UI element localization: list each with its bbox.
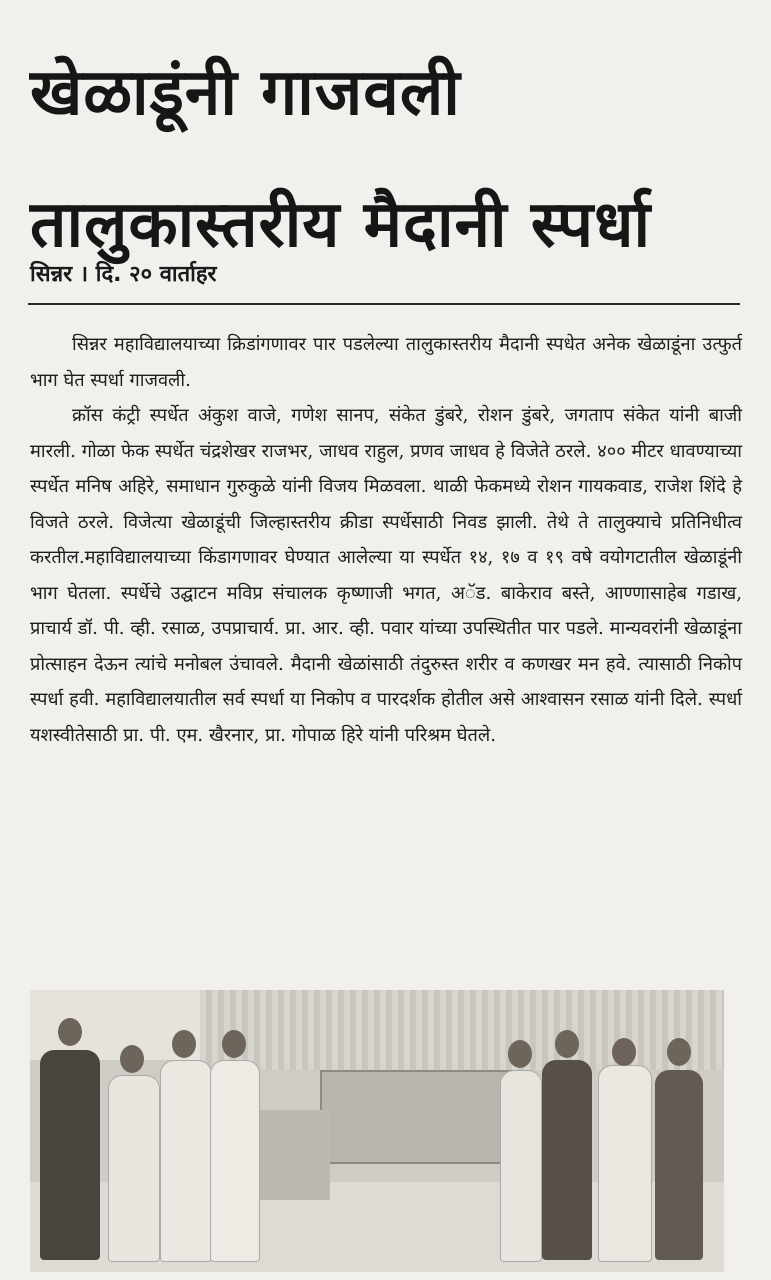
photo-person-head [222, 1030, 246, 1058]
photo-person-head [667, 1038, 691, 1066]
photo-person-head [172, 1030, 196, 1058]
article-body [30, 327, 742, 753]
photo-person-head [508, 1040, 532, 1068]
photo-person [542, 1060, 592, 1260]
paragraph-1: सिन्नर महाविद्यालयाच्या क्रिडांगणावर पार पडलेल्या तालुकास्तरीय मैदानी स्पधेत अनेक खेळाडूंना उत्फुर्त भाग घेत स्पर्धा गाजवली. [30, 334, 742, 391]
event-photo [30, 990, 724, 1272]
dateline: सिन्नर । दि. २० वार्ताहर [30, 262, 217, 287]
photo-person [210, 1060, 260, 1262]
photo-person-head [120, 1045, 144, 1073]
photo-person [160, 1060, 212, 1262]
headline [30, 56, 750, 263]
paragraph-2: क्रॉस कंट्री स्पर्धेत अंकुश वाजे, गणेश सानप, संकेत डुंबरे, रोशन डुंबरे, जगताप संकेत यांनी बाजी मारली. गोळा फेक स्पर्धेत चंद्रशेखर राजभर, जाधव राहुल, प्रणव जाधव हे विजेते ठरले. ४०० मीटर धावण्याच्या स्पर्धेत मनिष अहिरे, समाधान गुरुकुळे यांनी विजय मिळवला. थाळी फेकमध्ये रोशन गायकवाड, राजेश शिंदे हे विजते ठरले. विजेत्या खेळाडूंची जिल्हास्तरीय क्रीडा स्पर्धेसाठी निवड झाली. तेथे ते तालुक्याचे प्रतिनिधीत्व करतील.महाविद्यालयाच्या किंडागणावर घेण्यात आलेल्या या स्पर्धेत १४, १७ व १९ वषे वयोगटातील खेळाडूंनी भाग घेतला. स्पर्धेचे उद्घाटन मविप्र संचालक कृष्णाजी भगत, अॅड. बाकेराव बस्ते, आण्णासाहेब गडाख, प्राचार्य डॉ. पी. व्ही. रसाळ, उपप्राचार्य. प्रा. आर. व्ही. पवार यांच्या उपस्थितीत पार पडले. मान्यवरांनी खेळाडूंना प्रोत्साहन देऊन त्यांचे मनोबल उंचावले. मैदानी खेळांसाठी तंदुरुस्त शरीर व कणखर मन हवे. त्यासाठी निकोप स्पर्धा हवी. महाविद्यालयातील सर्व स्पर्धा या निकोप व पारदर्शक होतील असे आश्वासन रसाळ यांनी दिले. स्पर्धा यशस्वीतेसाठी प्रा. पी. एम. खैरनार, प्रा. गोपाळ हिरे यांनी परिश्रम घेतले. [30, 405, 742, 746]
photo-banner [320, 1070, 524, 1164]
divider-rule [28, 303, 740, 305]
headline-line-1: खेळाडूंनी गाजवली [30, 56, 461, 131]
photo-person-head [612, 1038, 636, 1066]
photo-person-head [58, 1018, 82, 1046]
headline-line-2: तालुकास्तरीय मैदानी स्पर्धा [30, 188, 652, 263]
photo-person [500, 1070, 542, 1262]
photo-person [598, 1065, 652, 1262]
photo-person [655, 1070, 703, 1260]
photo-person [40, 1050, 100, 1260]
photo-person [108, 1075, 160, 1262]
photo-tent [200, 990, 724, 1070]
photo-person-head [555, 1030, 579, 1058]
